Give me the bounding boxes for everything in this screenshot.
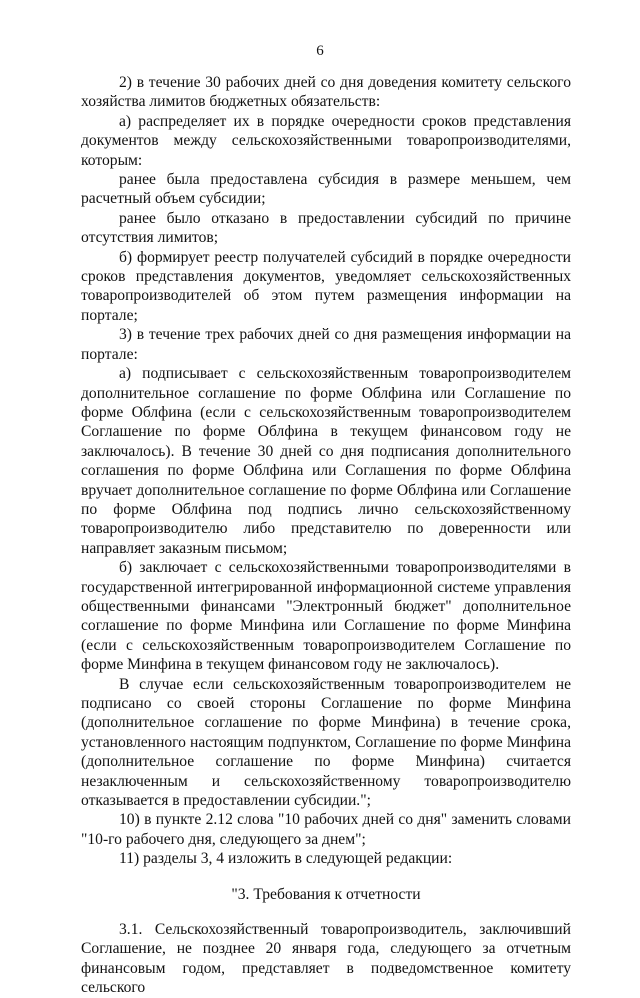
- paragraph-subitem-a-distribute: а) распределяет их в порядке очередности сроков представления документов между сельскохозяйственными товаропроизводителями, которым:: [81, 112, 571, 169]
- paragraph-item-3: 3) в течение трех рабочих дней со дня размещения информации на портале:: [81, 326, 571, 363]
- paragraph-subitem-b-conclude: б) заключает с сельскохозяйственными товаропроизводителями в государственной интегрированной информационной системе управления общественными финансами "Электронный бюджет" дополнительное соглашение по форме Минфина или Соглашение по форме Минфина (если с сельскохозяйственным товаропроизводителем Соглашение по форме Минфина в текущем финансовом году не заключалось).: [81, 559, 571, 674]
- paragraph-condition-refused: ранее было отказано в предоставлении субсидий по причине отсутствия лимитов;: [81, 209, 571, 247]
- paragraph-subitem-b-registry: б) формирует реестр получателей субсидий в порядке очередности сроков представления документов, уведомляет сельскохозяйственных товаропроизводителей об этом путем размещения информации на портале;: [81, 248, 571, 324]
- paragraph-unsigned-case: В случае если сельскохозяйственным товаропроизводителем не подписано со своей стороны Соглашение по форме Минфина (дополнительное соглашение по форме Минфина) в течение срока, установленного настоящим подпунктом, Соглашение по форме Минфина (дополнительное соглашение по форме Минфина) считается незаключенным и сельскохозяйственному товаропроизводителю отказывается в предоставлении субсидии.";: [81, 675, 571, 810]
- document-body: [81, 73, 571, 998]
- paragraph-subitem-a-sign: а) подписывает с сельскохозяйственным товаропроизводителем дополнительное соглашение по форме Облфина или Соглашение по форме Облфина (если с сельскохозяйственным товаропроизводителем Соглашение по форме Облфина в текущем финансовом году не заключалось). В течение 30 дней со дня подписания дополнительного соглашения по форме Облфина или Соглашения по форме Облфина вручает дополнительное соглашение по форме Облфина или Соглашение по форме Облфина под подпись лично сельскохозяйственному товаропроизводителю либо представителю по доверенности или направляет заказным письмом;: [81, 365, 571, 557]
- paragraph-item-2: 2) в течение 30 рабочих дней со дня доведения комитету сельского хозяйства лимитов бюджетных обязательств:: [81, 74, 571, 111]
- section-heading: "3. Требования к отчетности: [231, 885, 421, 903]
- paragraph-item-10: 10) в пункте 2.12 слова "10 рабочих дней со дня" заменить словами "10-го рабочего дня, следующего за днем";: [81, 811, 571, 848]
- paragraph-3-1: 3.1. Сельскохозяйственный товаропроизводитель, заключивший Соглашение, не позднее 20 января года, следующего за отчетным финансовым годом, представляет в подведомственное комитету сельского: [81, 921, 571, 997]
- paragraph-condition-smaller-subsidy: ранее была предоставлена субсидия в размере меньшем, чем расчетный объем субсидии;: [81, 171, 571, 208]
- page-number: 6: [316, 43, 324, 59]
- paragraph-item-11: 11) разделы 3, 4 изложить в следующей редакции:: [119, 850, 453, 868]
